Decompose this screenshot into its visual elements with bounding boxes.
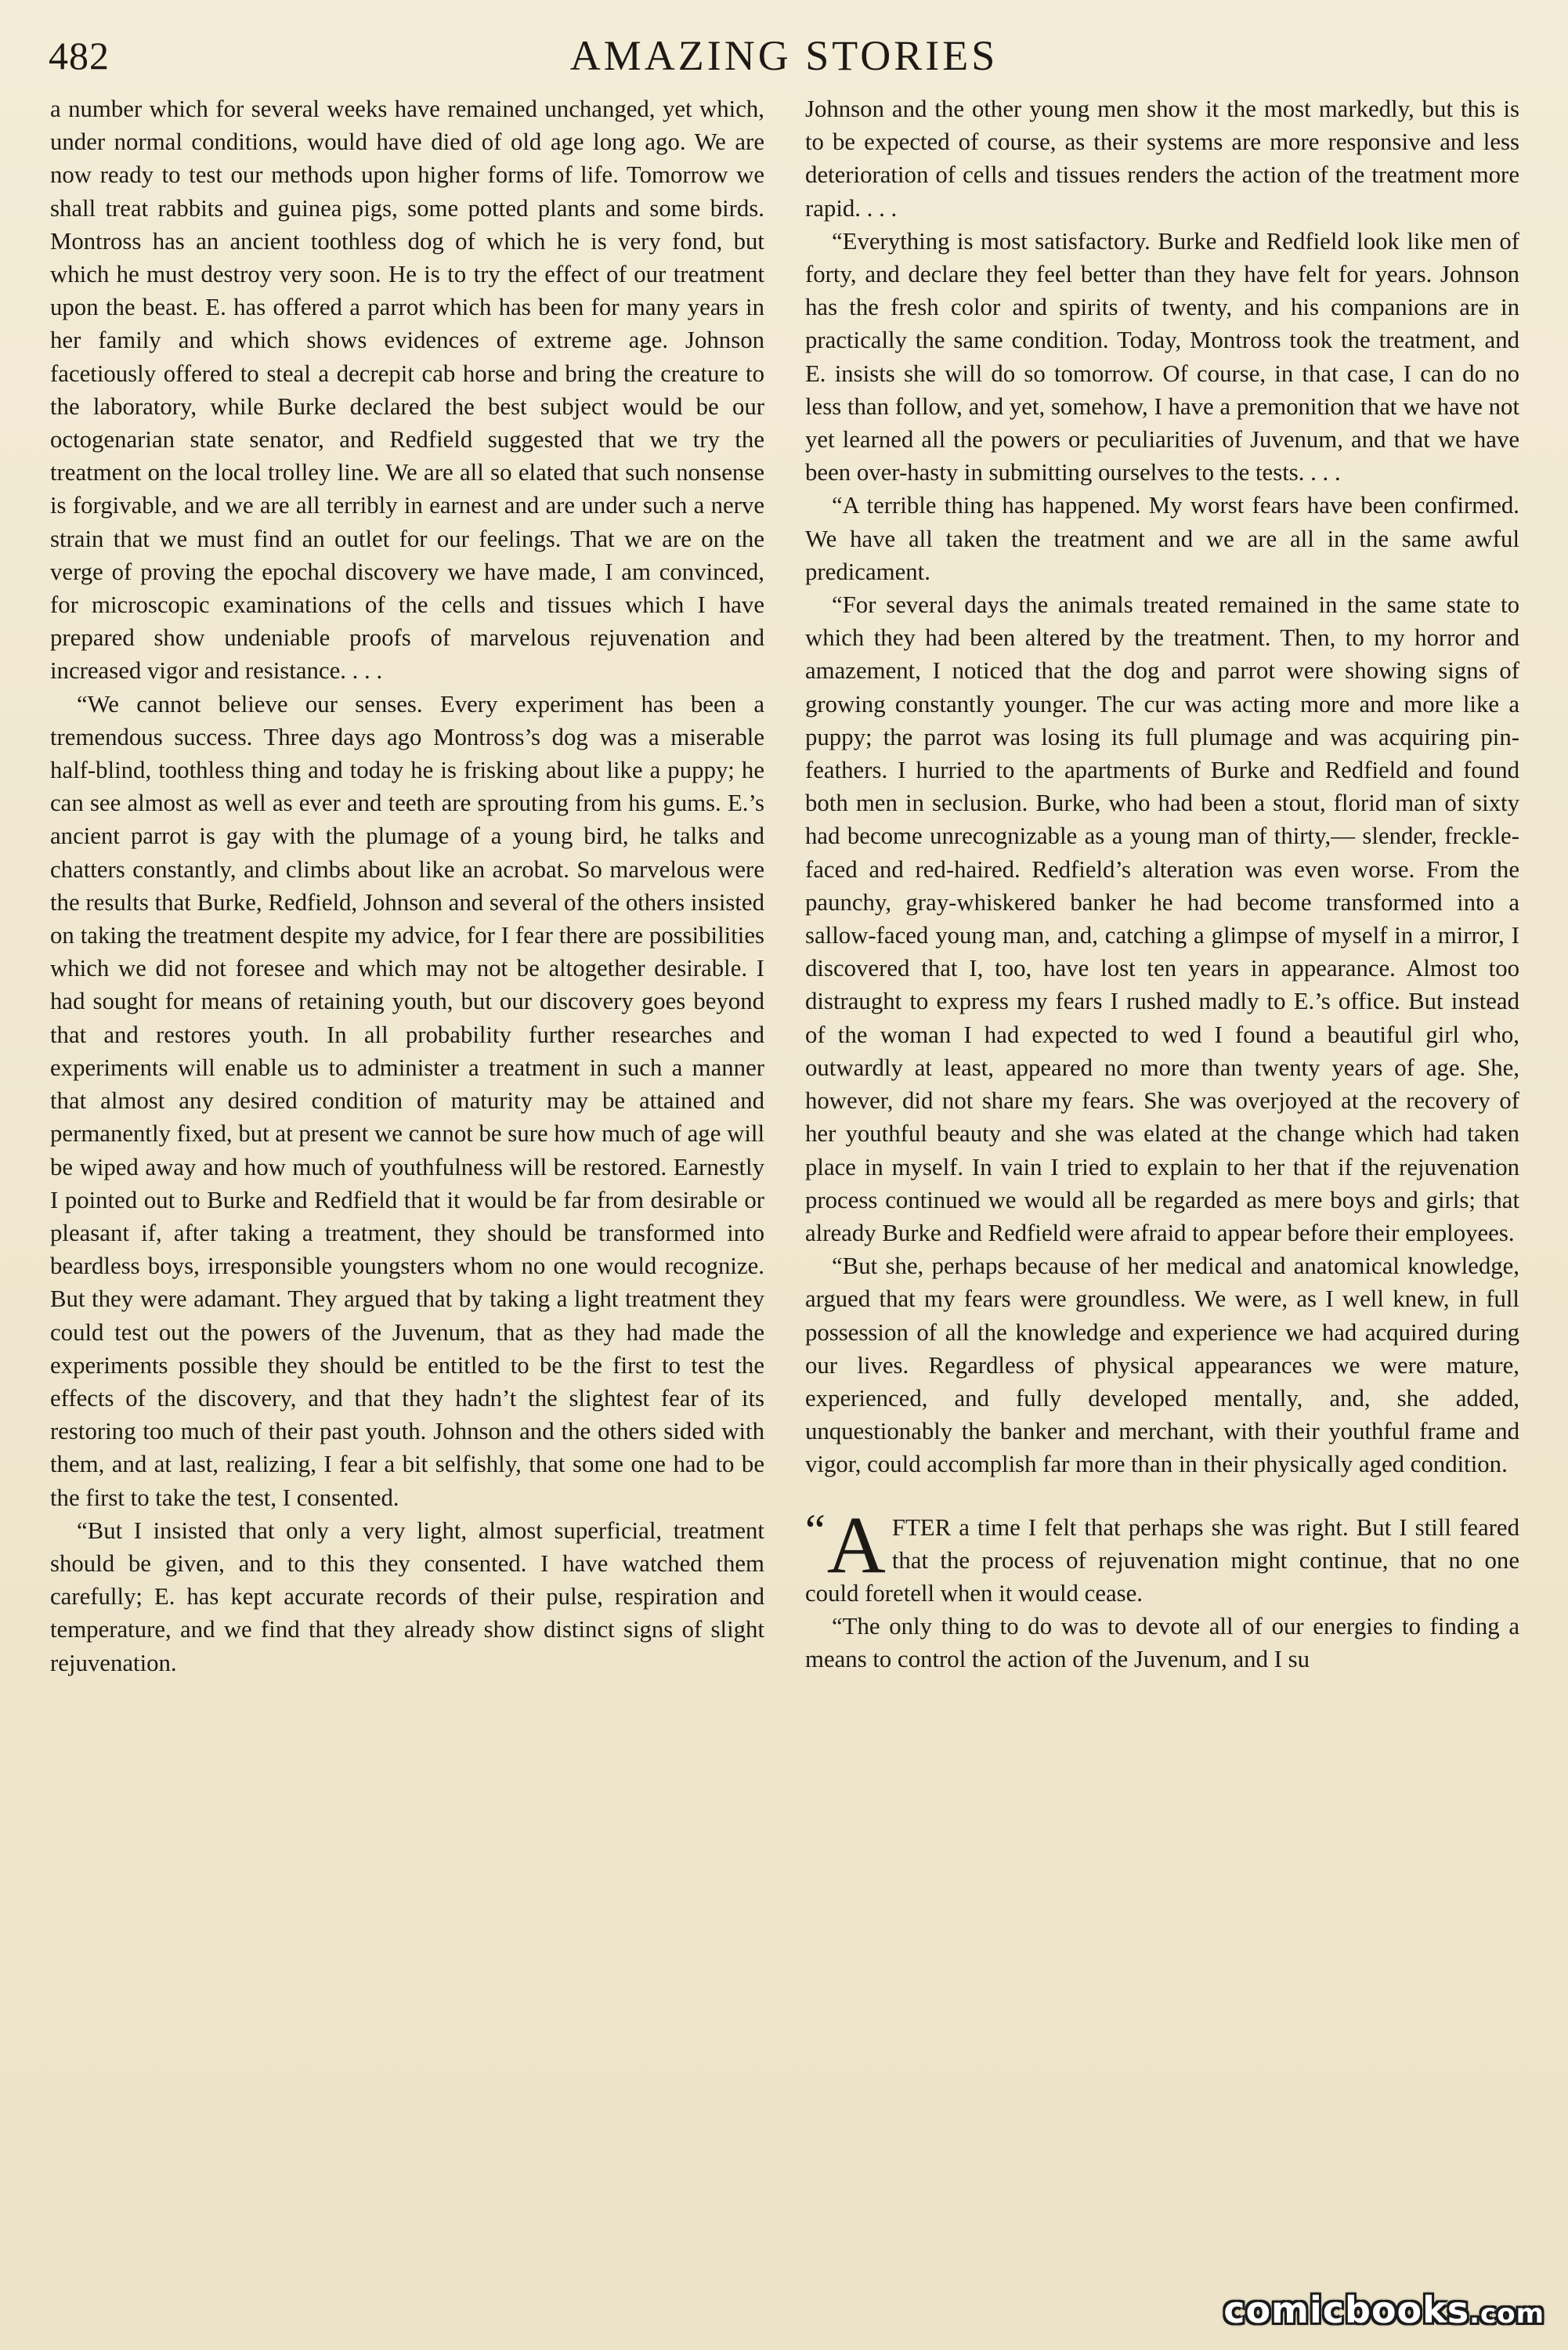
paragraph: “But I insisted that only a very light, almost superficial, treatment should be given, and to this they consented. I have watched them carefully; E. has kept accurate records of their pulse, respiration and temperature, and we find that they already show distinct signs of slight rejuvenation. <box>50 1517 764 1676</box>
dropcap-paragraph <box>805 1499 1519 1611</box>
magazine-title: AMAZING STORIES <box>569 32 999 79</box>
paragraph: “We cannot believe our senses. Every experiment has been a tremendous success. Three days ago Montross’s dog was a miserable half-blind, toothless thing and today he is frisking about like a puppy; he can see almost as well as ever and teeth are sprouting from his gums. E.’s ancient parrot is gay with the plumage of a young bird, he talks and chatters constantly, and climbs about like an acrobat. So marvelous were the results that Burke, Redfield, Johnson and several of the others insisted on taking the treatment despite my advice, for I fear there are possibilities which we did not foresee and which may not be altogether desirable. I had sought for means of retaining youth, but our discovery goes beyond that and restores youth. In all probability further researches and experiments will enable us to administer a treatment in such a manner that almost any desired condition of maturity may be attained and permanently fixed, but at present we cannot be sure how much of age will be wiped away and how much of youthfulness will be restored. Earnestly I pointed out to Burke and Redfield that it would be far from desirable or pleasant if, after taking a treatment, they should be transformed into beardless boys, irresponsible youngsters whom no one would recognize. But they were adamant. They argued that by taking a light treatment they could test out the powers of the Juvenum, that as they had made the experiments possible they should be entitled to be the first to test the effects of the discovery, and that they hadn’t the slightest fear of its restoring too much of their past youth. Johnson and the others sided with them, and at last, realizing, I fear a bit selfishly, that some one had to be the first to take the test, I consented. <box>50 690 764 1511</box>
paragraph: “But she, perhaps because of her medical and anatomical knowledge, argued that my fears were groundless. We were, as I well knew, in full possession of all the knowledge and experience we had acquired during our lives. Regardless of physical appearances we were mature, experienced, and fully developed mentally, and, she added, unquestionably the banker and merchant, with their youthful frame and vigor, could accomplish far more than in their physically aged condition. <box>805 1253 1519 1478</box>
page-header <box>49 30 1519 85</box>
paragraph: “Everything is most satisfactory. Burke and Redfield look like men of forty, and declare they feel better than they have felt for years. Johnson has the fresh color and spirits of twenty, and his companions are in practically the same condition. Today, Montross took the treatment, and E. insists she will do so tomorrow. Of course, in that case, I can do no less than follow, and yet, somehow, I have a premonition that we have not yet learned all the powers or peculiarities of Juvenum, and that we have been over-hasty in submitting ourselves to the tests. . . . <box>805 227 1519 486</box>
dropcap-paragraph-text: FTER a time I felt that perhaps she was right. But I still feared that the process of rejuvenation might continue, that no one could foretell when it would cease. <box>805 1513 1519 1607</box>
paragraph: “For several days the animals treated remained in the same state to which they had been altered by the treatment. Then, to my horror and amazement, I noticed that the dog and parrot were showing signs of growing constantly younger. The cur was acting more and more like a puppy; the parrot was losing its full plumage and was acquiring pin-feathers. I hurried to the apartments of Burke and Redfield and found both men in seclusion. Burke, who had been a stout, florid man of sixty had become unrecognizable as a young man of thirty,— slender, freckle-faced and red-haired. Redfield’s alteration was even worse. From the paunchy, gray-whiskered banker he had become transformed into a sallow-faced young man, and, catching a glimpse of myself in a mirror, I discovered that I, too, have lost ten years in appearance. Almost too distraught to express my fears I rushed madly to E.’s office. But instead of the woman I had expected to wed I found a beautiful girl who, outwardly at least, appeared no more than twenty years of age. She, however, did not share my fears. She was overjoyed at the recovery of her youthful beauty and she was elated at the change which had taken place in myself. In vain I tried to explain to her that if the rejuvenation process continued we would all be regarded as mere boys and girls; that already Burke and Redfield were afraid to appear before their employees. <box>805 591 1519 1246</box>
dropcap-open-quote: “ <box>805 1504 826 1556</box>
left-column <box>50 92 764 2317</box>
article-columns <box>50 92 1519 2317</box>
watermark-logo <box>1223 2289 1545 2331</box>
watermark-tld: .com <box>1469 2298 1545 2330</box>
paragraph: Johnson and the other young men show it the most markedly, but this is to be expected of course, as their systems are more responsive and less deterioration of cells and tissues renders the action of the treatment more rapid. . . . <box>805 96 1519 222</box>
paragraph: “The only thing to do was to devote all of our energies to finding a means to control the action of the Juvenum, and I su <box>805 1613 1519 1673</box>
page-number: 482 <box>49 34 110 78</box>
right-column <box>805 92 1519 2317</box>
paragraph: “A terrible thing has happened. My worst fears have been confirmed. We have all taken the treatment and we are all in the same awful predicament. <box>805 492 1519 585</box>
dropcap-letter: A <box>826 1499 886 1590</box>
watermark-name: comicbooks <box>1223 2289 1470 2331</box>
paragraph: a number which for several weeks have remained unchanged, yet which, under normal conditions, would have died of old age long ago. We are now ready to test our methods upon higher forms of life. Tomorrow we shall treat rabbits and guinea pigs, some potted plants and some birds. Montross has an ancient toothless dog of which he is very fond, but which he must destroy very soon. He is to try the effect of our treatment upon the beast. E. has offered a parrot which has been for many years in her family and which shows evidences of extreme age. Johnson facetiously offered to steal a decrepit cab horse and bring the creature to the laboratory, while Burke declared the best subject would be our octogenarian state senator, and Redfield suggested that we try the treatment on the local trolley line. We are all so elated that such nonsense is forgivable, and we are all terribly in earnest and are under such a nerve strain that we must find an outlet for our feelings. That we are on the verge of proving the epochal discovery we have made, I am convinced, for microscopic examinations of the cells and tissues which I have prepared show undeniable proofs of marvelous rejuvenation and increased vigor and resistance. . . . <box>50 96 764 685</box>
section-break <box>805 1481 1519 1511</box>
